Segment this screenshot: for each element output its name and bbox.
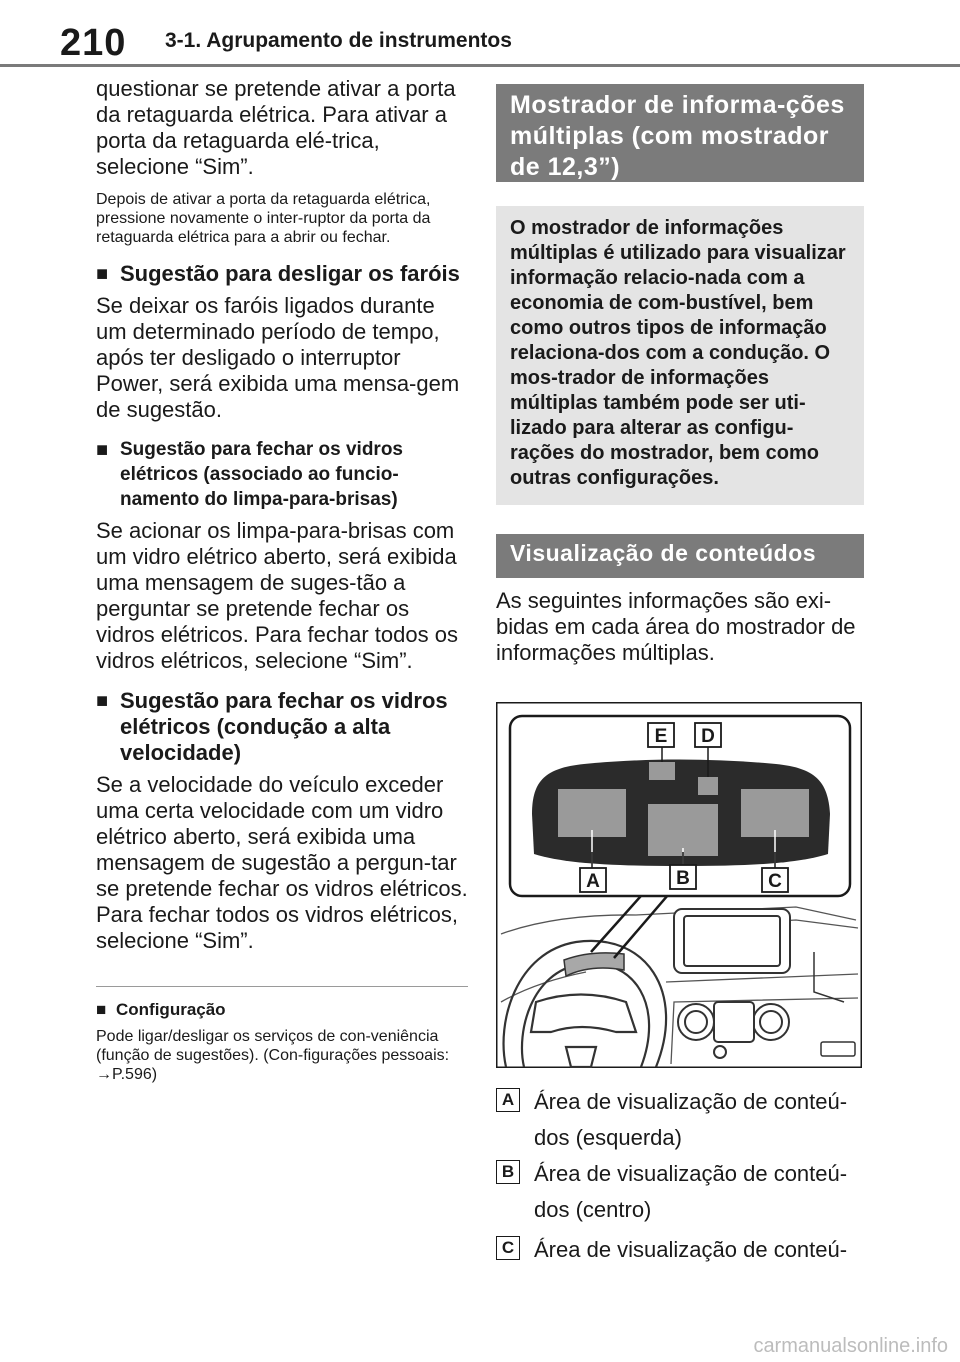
label-d: D	[701, 726, 715, 747]
box-title: Mostrador de informa-ções múltiplas (com mostrador de 12,3”)	[510, 91, 845, 181]
title-box-contents	[496, 534, 864, 578]
heading-text: Configuração	[116, 1000, 226, 1019]
heading-text: Sugestão para fechar os vidros elétricos (condução a alta velocidade)	[120, 688, 448, 765]
bullet-square-icon: ■	[96, 439, 109, 461]
paragraph-rear-door: questionar se pretende ativar a porta da retaguarda elétrica. Para ativar a porta da retaguarda elé-trica, selecione “Sim”.	[96, 76, 456, 179]
legend-key: B	[496, 1160, 520, 1184]
area-c	[741, 789, 809, 837]
box-title: Visualização de conteúdos	[510, 540, 817, 566]
label-e: E	[654, 726, 668, 747]
header-rule	[0, 64, 960, 67]
legend-key: C	[496, 1236, 520, 1260]
legend-b	[496, 1160, 866, 1228]
legend-a	[496, 1088, 866, 1156]
bullet-square-icon: ■	[96, 1000, 107, 1019]
heading-windows-speed	[96, 688, 468, 766]
center-screen-icon	[674, 909, 790, 973]
heading-text: Sugestão para desligar os faróis	[120, 261, 460, 286]
note-rear-door: Depois de ativar a porta da retaguarda elétrica, pressione novamente o inter-ruptor da porta da retaguarda elétrica para a abrir ou fechar.	[96, 191, 431, 246]
left-column	[96, 76, 468, 1084]
heading-configuration	[96, 999, 468, 1021]
legend-c	[496, 1236, 866, 1268]
label-b: B	[676, 868, 690, 889]
label-a: A	[586, 871, 600, 892]
divider	[96, 986, 468, 987]
paragraph-windows-speed: Se a velocidade do veículo exceder uma certa velocidade com um vidro elétrico aberto, será exibida uma mensagem de sugestão a pergun-tar se pretende fechar os vidros elétricos. Para fechar todos os vidros elétricos, selecione “Sim”.	[96, 772, 468, 953]
instrument-display-diagram	[496, 702, 862, 1068]
paragraph-headlights: Se deixar os faróis ligados durante um determinado período de tempo, após ter desligado o interruptor Power, será exibida uma mensa-gem de sugestão.	[96, 293, 460, 422]
legend-text: Área de visualização de conteú-	[534, 1237, 848, 1262]
paragraph-contents: As seguintes informações são exi-bidas em cada área do mostrador de informações múltiplas.	[496, 588, 856, 665]
summary-text: O mostrador de informações múltiplas é utilizado para visualizar informação relacio-nada com a economia de com-bustível, bem como outros tipos de informação relaciona-dos com a condução. O mos-trador de informações múltiplas também pode ser uti-lizado para alterar as configu-rações do mostrador, bem como outras configurações.	[510, 217, 846, 489]
area-a	[558, 789, 626, 837]
heading-headlights	[96, 261, 468, 287]
bullet-square-icon: ■	[96, 690, 109, 712]
legend-text: Área de visualização de conteú-dos (centro)	[534, 1161, 848, 1222]
legend-text: Área de visualização de conteú-dos (esquerda)	[534, 1089, 848, 1150]
paragraph-windows-wipers: Se acionar os limpa-para-brisas com um vidro elétrico aberto, será exibida uma mensagem de suges-tão a perguntar se pretende fechar os vidros elétricos. Para fechar todos os vidros elétricos, selecione “Sim”.	[96, 518, 458, 673]
bullet-square-icon: ■	[96, 263, 109, 285]
page-number: 210	[60, 22, 127, 64]
right-column	[496, 84, 864, 666]
watermark: carmanualsonline.info	[753, 1335, 948, 1357]
summary-box	[496, 206, 864, 505]
page-header	[0, 0, 960, 70]
heading-windows-wipers	[96, 437, 468, 512]
area-e	[649, 762, 675, 780]
heading-text: Sugestão para fechar os vidros elétricos (associado ao funcio-namento do limpa-para-brisas)	[120, 439, 403, 510]
section-title: 3-1. Agrupamento de instrumentos	[165, 29, 512, 52]
legend-key: A	[496, 1088, 520, 1112]
note-configuration: Pode ligar/desligar os serviços de con-veniência (função de sugestões). (Con-figurações pessoais: →P.596)	[96, 1028, 450, 1083]
title-box-multi-info	[496, 84, 864, 182]
label-c: C	[768, 871, 782, 892]
area-d	[698, 777, 718, 795]
